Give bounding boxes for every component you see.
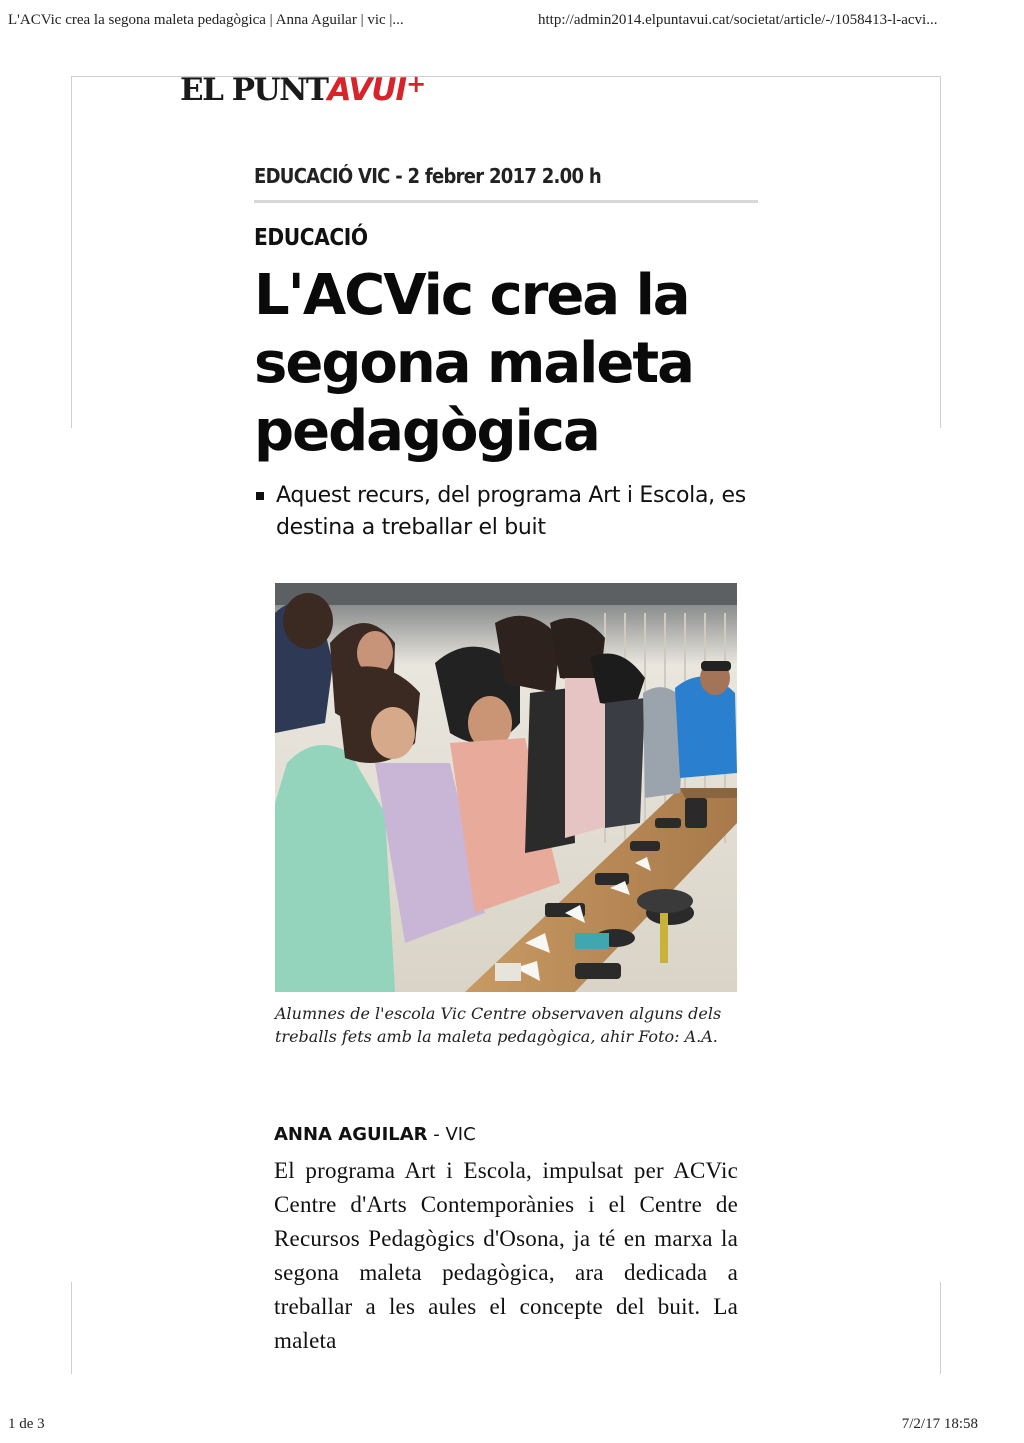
article-body: El programa Art i Escola, impulsat per ACVic Centre d'Arts Contemporànies i el Centre de Recursos Pedagògics d'Osona, ja té en marxa la segona maleta pedagògica, ara dedicada a treballar a les aules el concepte del buit. La maleta <box>274 1158 738 1353</box>
print-footer-datetime: 7/2/17 18:58 <box>901 1416 978 1432</box>
article-byline <box>274 1124 476 1145</box>
print-footer-page: 1 de 3 <box>8 1416 45 1432</box>
section-label: EDUCACIÓ <box>254 225 368 251</box>
logo-avui: AVUI <box>327 72 407 108</box>
photo-caption: Alumnes de l'escola Vic Centre observaven alguns dels treballs fets amb la maleta pedagògica, ahir Foto: A.A. <box>275 1004 722 1046</box>
page-frame-left-lower <box>71 1282 72 1374</box>
byline-author[interactable]: ANNA AGUILAR <box>274 1124 428 1145</box>
subhead-text: Aquest recurs, del programa Art i Escola, es destina a treballar el buit <box>276 483 746 540</box>
print-header-url: http://admin2014.elpuntavui.cat/societat/article/-/1058413-l-acvi... <box>538 12 938 28</box>
article-meta: EDUCACIÓ VIC - 2 febrer 2017 2.00 h <box>254 164 601 188</box>
site-logo[interactable] <box>180 72 426 112</box>
article-photo[interactable] <box>275 583 737 992</box>
logo-plus: + <box>406 70 427 98</box>
meta-divider <box>254 200 758 203</box>
page-frame-left <box>71 76 72 428</box>
page-frame-right <box>940 76 941 428</box>
byline-place: - VIC <box>427 1124 476 1145</box>
logo-el-punt: EL PUNT <box>180 72 328 108</box>
print-header-title: L'ACVic crea la segona maleta pedagògica | Anna Aguilar | vic |... <box>8 12 404 28</box>
page-frame-right-lower <box>940 1282 941 1374</box>
article-headline: L'ACVic crea la segona maleta pedagògica <box>254 263 693 464</box>
bullet-square-icon <box>256 492 264 500</box>
